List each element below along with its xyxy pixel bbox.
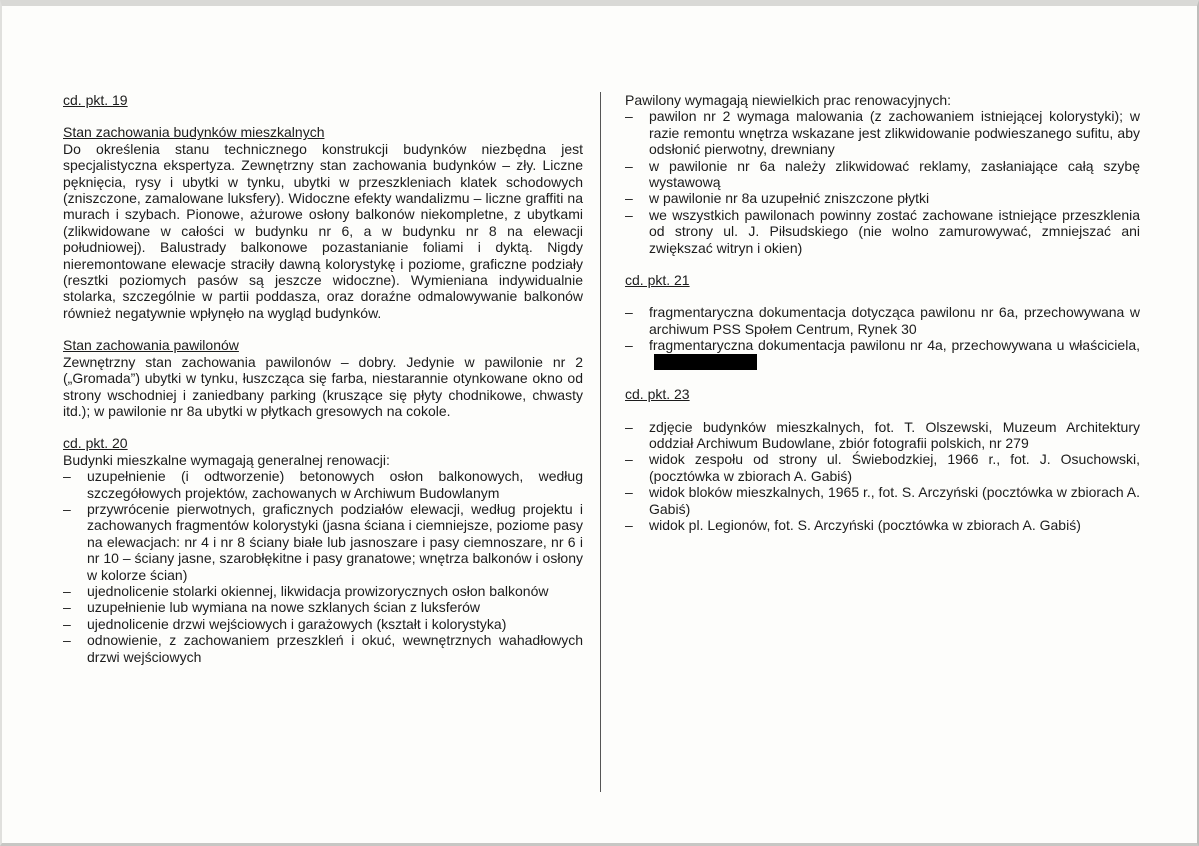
pkt20-list: [63, 468, 583, 665]
section-heading-pkt19: cd. pkt. 19: [63, 92, 128, 108]
list-item: – odnowienie, z zachowaniem przeszkleń i okuć, wewnętrznych wahadłowych drzwi wejściowych: [63, 632, 583, 665]
heading-budynki: Stan zachowania budynków mieszkalnych: [63, 124, 325, 141]
list-item: – fragmentaryczna dokumentacja pawilonu nr 4a, przechowywana u właściciela,: [625, 337, 1140, 370]
list-item: – ujednolicenie stolarki okiennej, likwidacja prowizorycznych osłon balkonów: [63, 582, 549, 599]
pkt21-list: [625, 304, 1140, 370]
section-heading-pkt23: cd. pkt. 23: [625, 386, 690, 403]
paragraph-budynki: Do określenia stanu technicznego konstrukcji budynków niezbędna jest specjalistyczna ekspertyza. Zewnętrzny stan zachowania budynków – zły. Liczne pęknięcia, rysy i ubytki w tynku, ubytki w przeszkleniach klatek schodowych (zniszczone, zamalowane luksfery). Widoczne efekty wandalizmu – liczne graffiti na murach i szybach. Pionowe, ażurowe osłony balkonów niekompletne, z ubytkami (zlikwidowane w całości w budynku nr 6, a w budynku nr 8 na elewacji południowej). Balustrady balkonowe pozastanianie foliami i dyktą. Nigdy nieremontowane elewacje straciły dawną kolorystykę i poziome, graficzne podziały (resztki poziomych pasów są jeszcze widoczne). Wymieniana indywidualnie stolarka, szczególnie w partii poddasza, oraz doraźne odmalowywanie balkonów również negatywnie wpłynęło na wygląd budynków.: [63, 140, 583, 321]
pawilony-list: [625, 108, 1140, 256]
list-item: – widok zespołu od strony ul. Świebodzkiej, 1966 r., fot. J. Osuchowski, (pocztówka w zbiorach A. Gabiś): [625, 451, 1140, 484]
left-column: [63, 92, 583, 665]
section-heading-pkt20: cd. pkt. 20: [63, 435, 128, 452]
pkt20-intro: Budynki mieszkalne wymagają generalnej renowacji:: [63, 451, 390, 468]
list-item: – pawilon nr 2 wymaga malowania (z zachowaniem istniejącej kolorystyki); w razie remontu wnętrza wskazane jest zlikwidowanie podwieszanego sufitu, aby odsłonić pierwotny, drewniany: [625, 108, 1140, 158]
right-column: [625, 92, 1140, 533]
list-item: – we wszystkich pawilonach powinny zostać zachowane istniejące przeszklenia od strony ul. J. Piłsudskiego (nie wolno zamurowywać, zmniejszać ani zwiększać witryn i okien): [625, 206, 1140, 256]
pawilony-intro: Pawilony wymagają niewielkich prac renowacyjnych:: [625, 92, 952, 108]
list-item: – widok bloków mieszkalnych, 1965 r., fot. S. Arczyński (pocztówka w zbiorach A. Gabiś): [625, 484, 1140, 517]
section-heading-pkt21: cd. pkt. 21: [625, 272, 690, 289]
list-item: – fragmentaryczna dokumentacja dotycząca pawilonu nr 6a, przechowywana w archiwum PSS Społem Centrum, Rynek 30: [625, 304, 1140, 337]
list-item: – uzupełnienie (i odtworzenie) betonowych osłon balkonowych, według szczegółowych projektów, zachowanych w Archiwum Budowlanym: [63, 468, 583, 501]
list-item: – w pawilonie nr 8a uzupełnić zniszczone płytki: [625, 190, 930, 207]
heading-pawilony: Stan zachowania pawilonów: [63, 337, 239, 354]
column-divider: [600, 92, 601, 792]
redaction-bar: [654, 354, 757, 370]
list-item: – przywrócenie pierwotnych, graficznych podziałów elewacji, według projektu i zachowanych fragmentów kolorystyki (jasna ściana i ciemniejsze, poziome pasy na elewacjach: nr 4 i nr 8 ściany białe lub jasnoszare i pasy ciemnoszare, nr 6 i nr 10 – ściany jasne, szarobłękitne i pasy granatowe; wnętrza balkonów i osłony w kolorze ścian): [63, 500, 583, 583]
list-item: – zdjęcie budynków mieszkalnych, fot. T. Olszewski, Muzeum Architektury oddział Archiwum Budowlane, zbiór fotografii polskich, nr 279: [625, 418, 1140, 451]
paragraph-pawilony: Zewnętrzny stan zachowania pawilonów – dobry. Jedynie w pawilonie nr 2 („Gromada”) ubytki w tynku, łuszcząca się farba, niestarannie otynkowane okno od strony wschodniej i zaniedbany parking (kruszące się płyty chodnikowe, chwasty itd.); w pawilonie nr 8a ubytki w płytkach gresowych na cokole.: [63, 353, 583, 419]
list-item: – w pawilonie nr 6a należy zlikwidować reklamy, zasłaniające całą szybę wystawową: [625, 157, 1140, 191]
list-item: – uzupełnienie lub wymiana na nowe szklanych ścian z luksferów: [63, 599, 480, 616]
list-item: – ujednolicenie drzwi wejściowych i garażowych (kształt i kolorystyka): [63, 615, 507, 632]
list-item: – widok pl. Legionów, fot. S. Arczyński (pocztówka w zbiorach A. Gabiś): [625, 516, 1081, 533]
pkt23-list: [625, 419, 1140, 534]
